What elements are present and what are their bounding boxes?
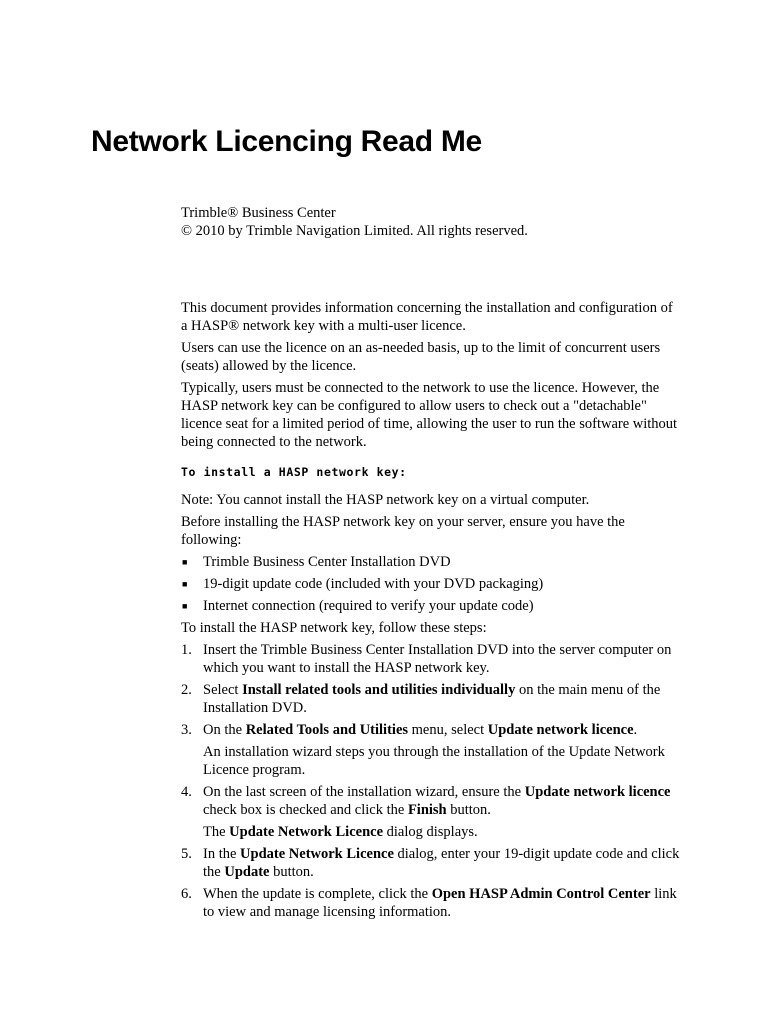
menu-option-name: Install related tools and utilities individually <box>242 682 516 698</box>
intro-paragraph-1: This document provides information concerning the installation and configuration of a HASP® network key with a multi-user licence. <box>181 300 673 334</box>
step-6: 6. When the update is complete, click the Open HASP Admin Control Center link to view and manage licensing information. <box>181 886 677 920</box>
step-5: 5. In the Update Network Licence dialog, enter your 19-digit update code and click the Update button. <box>181 846 680 880</box>
dialog-name: Update Network Licence <box>229 824 384 840</box>
step-3-detail: An installation wizard steps you through the installation of the Update Network Licence program. <box>203 744 665 778</box>
page-title: Network Licencing Read Me <box>91 125 482 158</box>
bullet-icon: ■ <box>182 601 188 611</box>
step-4-detail: The Update Network Licence dialog displays. <box>203 824 478 840</box>
step-number: 2. <box>181 682 192 698</box>
bullet-icon: ■ <box>182 557 188 567</box>
link-name: Open HASP Admin Control Center <box>431 886 651 902</box>
intro-paragraph-3: Typically, users must be connected to the network to use the licence. However, the HASP network key can be configured to allow users to check out a "detachable" licence seat for a limited period of time, allowing the user to run the software without being connected to the network. <box>181 380 678 450</box>
intro-paragraph-2: Users can use the licence on an as-needed basis, up to the limit of concurrent users (seats) allowed by the licence. <box>181 340 661 374</box>
button-name: Finish <box>407 802 447 818</box>
copyright-block <box>181 204 528 240</box>
list-item <box>181 553 681 571</box>
step-number: 3. <box>181 722 192 738</box>
prerequisites-intro: Before installing the HASP network key on your server, ensure you have the following: <box>181 514 625 548</box>
prerequisites-list <box>181 553 681 615</box>
section-heading: To install a HASP network key: <box>181 465 407 479</box>
step-2: 2. Select Install related tools and utilities individually on the main menu of the Installation DVD. <box>181 682 661 716</box>
steps-intro: To install the HASP network key, follow these steps: <box>181 620 487 636</box>
list-item-text: Internet connection (required to verify your update code) <box>203 598 534 614</box>
step-number: 1. <box>181 642 192 658</box>
steps-list <box>181 641 681 921</box>
step-4: 4. On the last screen of the installation wizard, ensure the Update network licence check box is checked and click the Finish button. The Update Network Licence dialog displays. <box>181 783 681 841</box>
menu-name: Related Tools and Utilities <box>245 722 409 738</box>
list-item <box>181 575 681 593</box>
step-number: 5. <box>181 846 192 862</box>
checkbox-name: Update network licence <box>524 784 671 800</box>
list-item-text: Trimble Business Center Installation DVD <box>203 554 451 570</box>
copyright-notice: © 2010 by Trimble Navigation Limited. All rights reserved. <box>181 223 528 239</box>
step-number: 4. <box>181 784 192 800</box>
document-body <box>181 299 681 925</box>
step-3: 3. On the Related Tools and Utilities menu, select Update network licence. An installation wizard steps you through the installation of the Update Network Licence program. <box>181 721 681 779</box>
step-1 <box>181 641 681 677</box>
step-number: 6. <box>181 886 192 902</box>
list-item-text: 19-digit update code (included with your DVD packaging) <box>203 576 544 592</box>
button-name: Update <box>224 864 270 880</box>
list-item <box>181 597 681 615</box>
note-paragraph: Note: You cannot install the HASP network key on a virtual computer. <box>181 492 590 508</box>
menu-item-name: Update network licence <box>487 722 634 738</box>
bullet-icon: ■ <box>182 579 188 589</box>
dialog-name: Update Network Licence <box>240 846 394 862</box>
step-text: Insert the Trimble Business Center Installation DVD into the server computer on which you want to install the HASP network key. <box>203 642 672 676</box>
product-name: Trimble® Business Center <box>181 205 336 221</box>
